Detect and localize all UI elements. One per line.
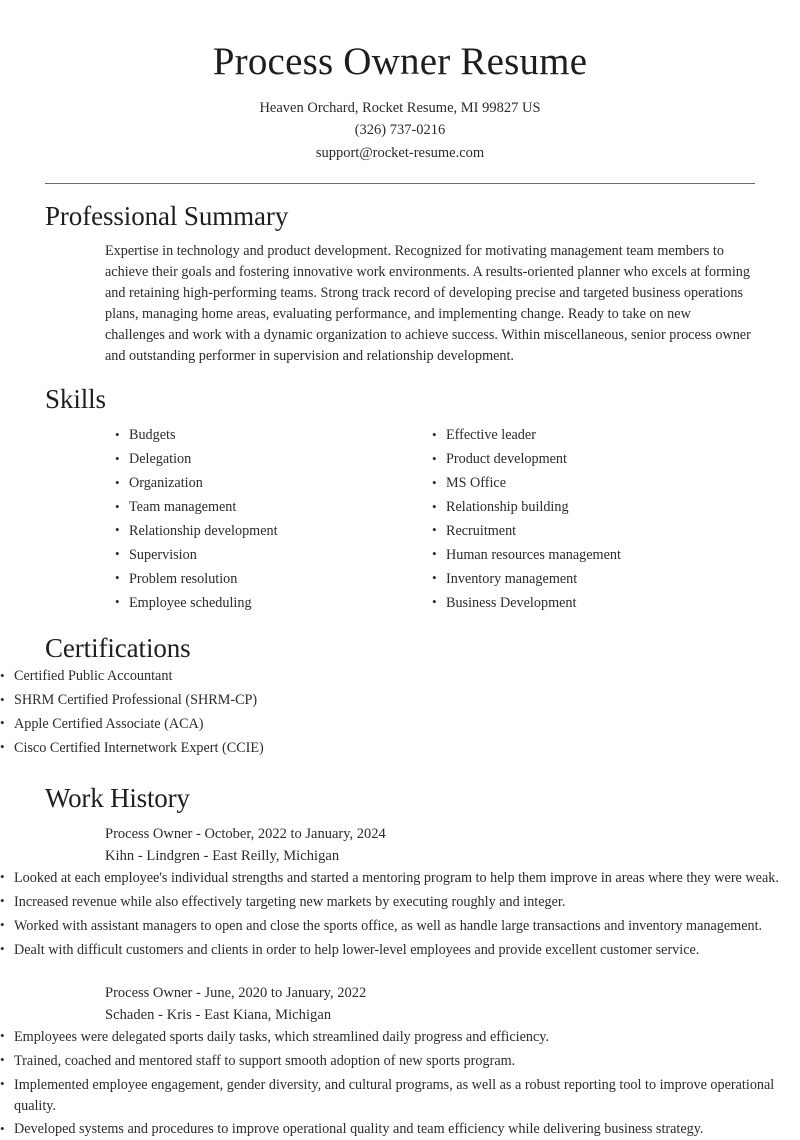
contact-email: support@rocket-resume.com <box>315 145 485 162</box>
list-item: • Employees were delegated sports daily tasks, which streamlined daily progress and efficiency. <box>0 1027 800 1048</box>
list-item: • MS Office <box>432 473 762 494</box>
professional-summary-text: Expertise in technology and product development. Recognized for motivating management team members to achieve their goals and fostering innovative work environments. A results-oriented planner who excels at forming and retaining high-performing teams. Strong track record of developing precise and targeted business operations plans, managing home areas, evaluating performance, and implementing change. Ready to take on new challenges and work with a dynamic organization to achieve success. Within miscellaneous, senior process owner and outstanding performer in supervision and relationship development. <box>105 243 751 364</box>
job-meta <box>105 983 800 1027</box>
skills-column-right <box>432 425 762 616</box>
list-item: • Developed systems and procedures to improve operational quality and team efficiency while delivering business strategy. <box>0 1119 800 1140</box>
work-history-list <box>0 824 800 1140</box>
list-item: • Worked with assistant managers to open and close the sports office, as well as handle large transactions and inventory management. <box>0 916 800 937</box>
contact-phone: (326) 737-0216 <box>354 122 446 139</box>
job-company-and-location: Kihn - Lindgren - East Reilly, Michigan <box>105 848 340 865</box>
job-company-and-location: Schaden - Kris - East Kiana, Michigan <box>105 1007 332 1024</box>
job-responsibilities-list <box>0 1027 800 1140</box>
list-item: • Product development <box>432 449 762 470</box>
list-item: • Dealt with difficult customers and clients in order to help lower-level employees and provide excellent customer service. <box>0 940 800 961</box>
list-item: • Apple Certified Associate (ACA) <box>0 714 600 735</box>
list-item: • Delegation <box>115 449 420 470</box>
list-item: • Employee scheduling <box>115 593 420 614</box>
list-item: • Implemented employee engagement, gender diversity, and cultural programs, as well as a robust reporting tool to improve operational quality. <box>0 1075 800 1117</box>
list-item: • Effective leader <box>432 425 762 446</box>
job-title-and-dates: Process Owner - October, 2022 to January, 2024 <box>105 826 386 843</box>
contact-address: Heaven Orchard, Rocket Resume, MI 99827 US <box>259 99 541 116</box>
list-item: • Supervision <box>115 545 420 566</box>
section-heading-professional-summary: Professional Summary <box>45 200 289 231</box>
list-item: • Looked at each employee's individual strengths and started a mentoring program to help them improve in areas where they were weak. <box>0 868 800 889</box>
section-heading-skills: Skills <box>45 383 106 414</box>
list-item: • Trained, coached and mentored staff to support smooth adoption of new sports program. <box>0 1051 800 1072</box>
list-item: • Relationship development <box>115 521 420 542</box>
skills-columns <box>0 425 800 616</box>
list-item: • Relationship building <box>432 497 762 518</box>
section-heading-certifications: Certifications <box>45 633 191 664</box>
job-meta <box>105 824 800 868</box>
work-history-entry <box>0 983 800 1140</box>
list-item: • Organization <box>115 473 420 494</box>
list-item: • Certified Public Accountant <box>0 666 600 687</box>
skills-list-left <box>115 425 420 613</box>
list-item: • Business Development <box>432 593 762 614</box>
skills-column-left <box>115 425 420 616</box>
list-item: • Team management <box>115 497 420 518</box>
list-item: • Increased revenue while also effectively targeting new markets by executing roughly and integer. <box>0 892 800 913</box>
job-responsibilities-list <box>0 868 800 961</box>
section-certifications <box>0 632 800 758</box>
list-item: • Human resources management <box>432 545 762 566</box>
list-item: • Problem resolution <box>115 569 420 590</box>
page-title: Process Owner Resume <box>212 40 588 83</box>
job-title-and-dates: Process Owner - June, 2020 to January, 2022 <box>105 985 367 1002</box>
work-history-entry <box>0 824 800 960</box>
list-item: • Inventory management <box>432 569 762 590</box>
section-work-history <box>0 782 800 1140</box>
list-item: • Cisco Certified Internetwork Expert (CCIE) <box>0 738 600 759</box>
list-item: • SHRM Certified Professional (SHRM-CP) <box>0 690 600 711</box>
contact-block <box>0 97 800 165</box>
list-item: • Recruitment <box>432 521 762 542</box>
list-item: • Budgets <box>115 425 420 446</box>
certifications-list <box>0 666 600 759</box>
section-skills <box>0 383 800 617</box>
skills-list-right <box>432 425 762 613</box>
section-professional-summary <box>0 200 800 367</box>
section-heading-work-history: Work History <box>45 782 190 813</box>
